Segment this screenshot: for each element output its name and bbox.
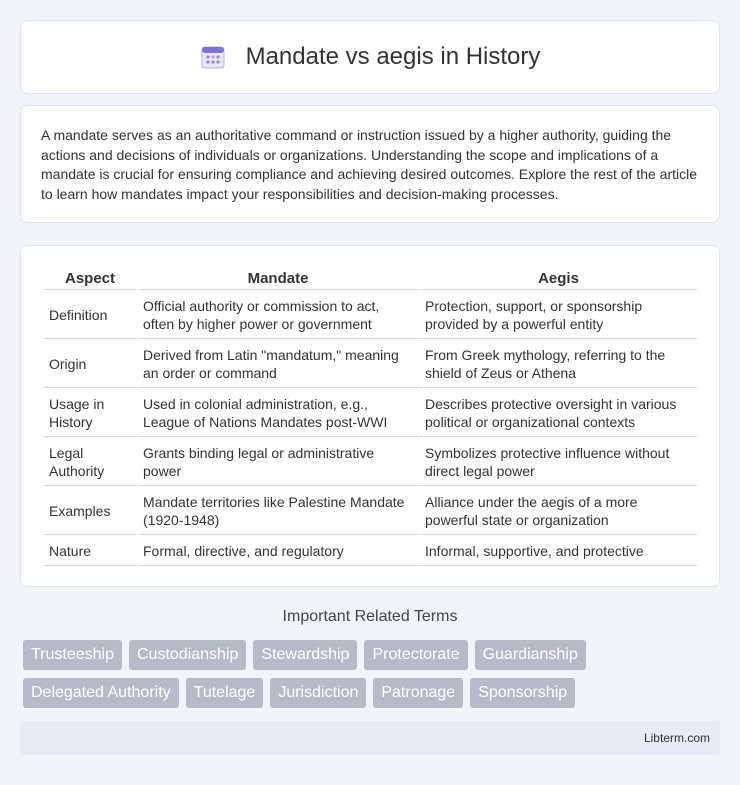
cell-aspect: Nature xyxy=(44,537,136,566)
header-mandate: Mandate xyxy=(138,268,418,290)
tag-protectorate[interactable]: Protectorate xyxy=(364,640,467,670)
cell-aegis: Describes protective oversight in various political or organizational contexts xyxy=(420,390,697,437)
tag-sponsorship[interactable]: Sponsorship xyxy=(470,678,575,708)
table-row xyxy=(44,341,697,388)
cell-aegis: Alliance under the aegis of a more powerful state or organization xyxy=(420,488,697,535)
header-aegis: Aegis xyxy=(420,268,697,290)
tag-jurisdiction[interactable]: Jurisdiction xyxy=(270,678,366,708)
tag-delegated-authority[interactable]: Delegated Authority xyxy=(23,678,179,708)
cell-aspect: Usage in History xyxy=(44,390,136,437)
cell-aspect: Definition xyxy=(44,292,136,339)
table-row xyxy=(44,439,697,486)
tag-guardianship[interactable]: Guardianship xyxy=(475,640,586,670)
cell-mandate: Used in colonial administration, e.g., League of Nations Mandates post-WWI xyxy=(138,390,418,437)
cell-aegis: Informal, supportive, and protective xyxy=(420,537,697,566)
cell-aspect: Legal Authority xyxy=(44,439,136,486)
tag-row xyxy=(23,678,723,708)
table-row xyxy=(44,292,697,339)
footer xyxy=(20,721,720,755)
cell-mandate: Derived from Latin "mandatum," meaning an order or command xyxy=(138,341,418,388)
cell-mandate: Official authority or commission to act, often by higher power or government xyxy=(138,292,418,339)
table-row xyxy=(44,488,697,535)
tag-trusteeship[interactable]: Trusteeship xyxy=(23,640,122,670)
cell-aegis: Protection, support, or sponsorship provided by a powerful entity xyxy=(420,292,697,339)
page-title: Mandate vs aegis in History xyxy=(245,43,541,70)
tag-stewardship[interactable]: Stewardship xyxy=(253,640,357,670)
cell-aegis: Symbolizes protective influence without direct legal power xyxy=(420,439,697,486)
related-terms-tags xyxy=(23,640,723,716)
cell-mandate: Grants binding legal or administrative power xyxy=(138,439,418,486)
tag-custodianship[interactable]: Custodianship xyxy=(129,640,246,670)
comparison-table-card xyxy=(20,245,720,587)
header-card xyxy=(20,20,720,94)
cell-mandate: Mandate territories like Palestine Mandate (1920-1948) xyxy=(138,488,418,535)
intro-text: A mandate serves as an authoritative command or instruction issued by a higher authority, guiding the actions and decisions of individuals or organizations. Understanding the scope and implications of a mandate is crucial for ensuring compliance and achieving desired outcomes. Explore the rest of the article to learn how mandates impact your responsibilities and decision-making processes. xyxy=(41,127,698,202)
header-aspect: Aspect xyxy=(44,268,136,290)
intro-card xyxy=(20,105,720,223)
table-row xyxy=(44,537,697,566)
cell-aspect: Origin xyxy=(44,341,136,388)
related-terms-title: Important Related Terms xyxy=(282,608,458,625)
tag-tutelage[interactable]: Tutelage xyxy=(186,678,264,708)
footer-site-link[interactable]: Libterm.com xyxy=(643,731,710,745)
comparison-table xyxy=(42,266,699,568)
table-row xyxy=(44,390,697,437)
calendar-grid-icon xyxy=(200,44,226,70)
tag-row xyxy=(23,640,723,670)
cell-mandate: Formal, directive, and regulatory xyxy=(138,537,418,566)
tag-patronage[interactable]: Patronage xyxy=(373,678,463,708)
cell-aspect: Examples xyxy=(44,488,136,535)
cell-aegis: From Greek mythology, referring to the shield of Zeus or Athena xyxy=(420,341,697,388)
